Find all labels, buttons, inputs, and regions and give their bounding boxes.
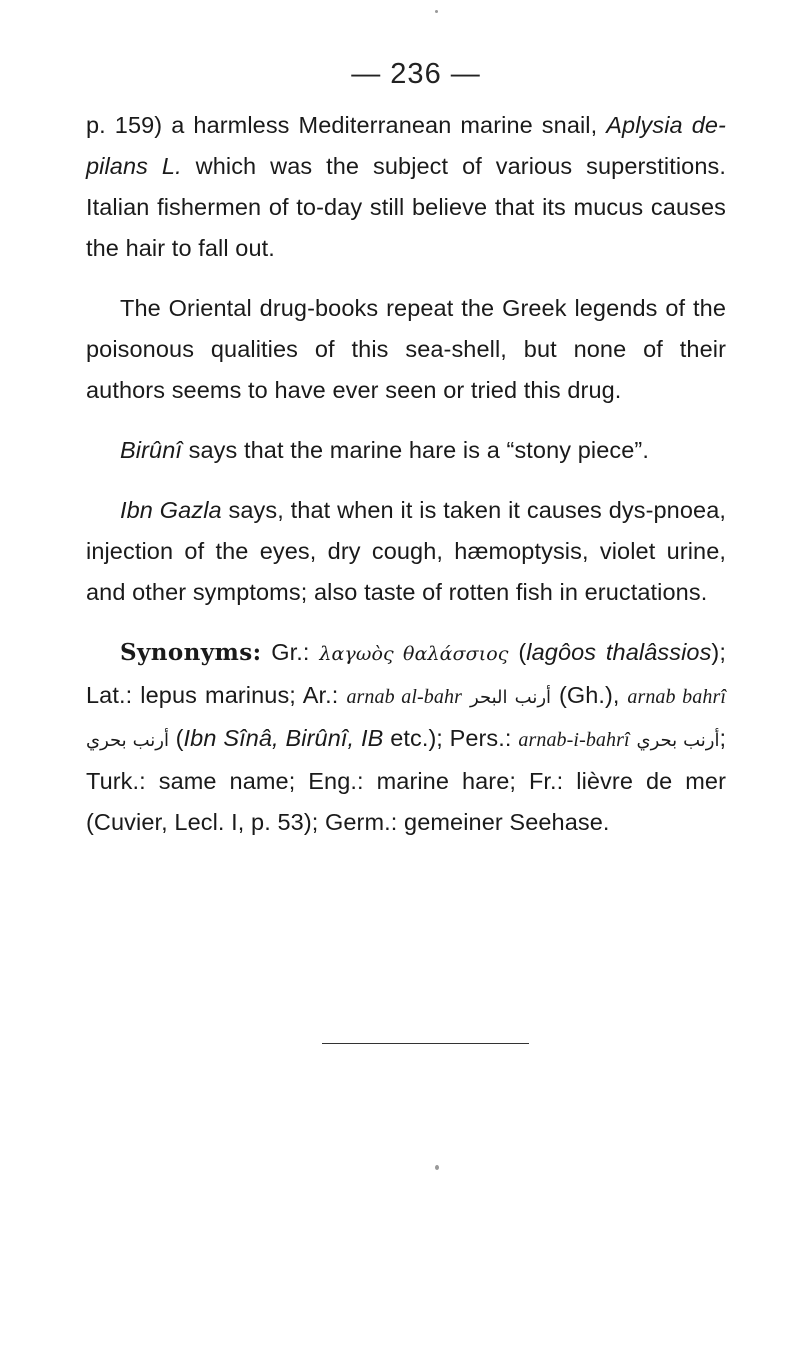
arabic-script: أرنب البحر [470,687,552,708]
paragraph-text: p. 159) a harmless Mediterranean marine snail, [86,112,607,138]
synonym-text: (Gh.), [551,682,628,708]
author-name: Ibn Gazla [120,497,222,523]
page-number: — 236 — [351,58,481,90]
synonyms-label: Synonyms: [120,639,262,666]
arabic-script: أرنب بحري [86,730,169,751]
page-body [86,58,726,843]
paper-speck [435,10,438,13]
synonym-text: ( [168,725,184,751]
paragraph-biruni [86,430,726,471]
paragraph-ibn-gazla [86,490,726,613]
paragraph-text: which was the subject of various superstitions. Italian fishermen of to-day still believe that its mucus causes the hair to fall out. [86,153,726,261]
persian-script: أرنب بحري [636,730,720,751]
persian-transliteration: arnab-i-bahrî [518,729,630,751]
author-name: Birûnî [120,437,182,463]
source-list: Ibn Sînâ, Birûnî, IB [183,725,384,751]
paragraph-text: The Oriental drug-books repeat the Greek legends of the poisonous qualities of this sea-shell, but none of their authors seems to have ever seen or tried this drug. [86,295,726,403]
greek-transliteration: lagôos thalâssios [526,639,712,665]
paragraph-drug-books [86,288,726,411]
species-name: Aplysia de-pilans L. [86,112,726,179]
section-divider [322,1043,529,1044]
synonym-text: Gr.: [261,639,320,665]
arabic-transliteration: arnab bahrî [627,686,726,708]
synonym-text: ; Lat.: lepus marinus; Ar.: [86,639,726,708]
paragraph-text: says that the marine hare is a “stony piece”. [182,437,649,463]
paper-speck [435,1165,439,1170]
paragraph-synonyms: Synonyms: Gr.: λαγωὸς θαλάσσιος (lagôos thalâssios); Lat.: lepus marinus; Ar.: arnab al-bahr أرنب البحر (Gh.), arnab bahrî أرنب بحري (Ibn Sînâ, Birûnî, IB etc.); Pers.: arnab-i-bahrî أرنب بحري; Turk.: same name; Eng.: marine hare; Fr.: lièvre de mer (Cuvier, Lecl. I, p. 53); Germ.: gemeiner Seehase. [86,639,727,835]
arabic-transliteration: arnab al-bahr [346,686,462,708]
synonym-text: etc.); Pers.: [383,725,519,751]
paragraph-text: says, that when it is taken it causes dys-pnoea, injection of the eyes, dry cough, hæmoptysis, violet urine, and other symptoms; also taste of rotten fish in eructations. [86,497,726,605]
paragraph-aplysia [86,105,726,269]
greek-term: λαγωὸς θαλάσσιος [319,643,509,665]
synonym-text: ; Turk.: same name; Eng.: marine hare; Fr.: lièvre de mer (Cuvier, Lecl. I, p. 53); Germ.: gemeiner Seehase. [86,725,727,835]
